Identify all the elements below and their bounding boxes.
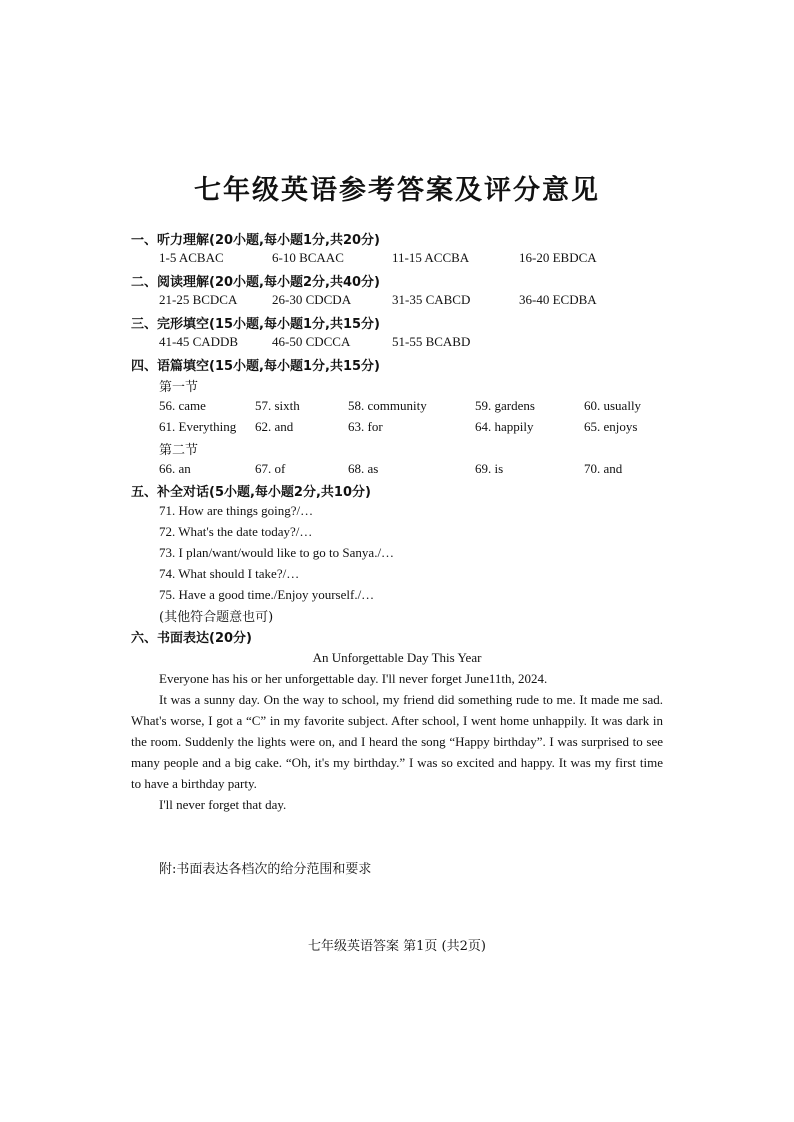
- essay-paragraph: Everyone has his or her unforgettable day. I'll never forget June11th, 2024.: [159, 671, 548, 686]
- answer-group: 21-25 BCDCA: [159, 292, 238, 307]
- section-heading-cloze: 三、完形填空(15小题,每小题1分,共15分): [131, 317, 380, 332]
- answer-row-reading: [0, 292, 794, 310]
- answer-group: 51-55 BCABD: [392, 334, 471, 349]
- answer-row-listening: [0, 250, 794, 268]
- answer-item: 57. sixth: [255, 398, 300, 413]
- answer-group: 31-35 CABCD: [392, 292, 471, 307]
- answer-item: 68. as: [348, 461, 379, 476]
- dialogue-note: (其他符合题意也可): [159, 610, 274, 625]
- answer-item: 56. came: [159, 398, 206, 413]
- section-heading-reading: 二、阅读理解(20小题,每小题2分,共40分): [131, 275, 380, 290]
- appendix-note: 附:书面表达各档次的给分范围和要求: [159, 862, 372, 877]
- essay-paragraph: I'll never forget that day.: [159, 797, 287, 812]
- answer-row-cloze: [0, 334, 794, 352]
- answer-item: 69. is: [475, 461, 504, 476]
- answer-item: 64. happily: [475, 419, 534, 434]
- dialogue-answer: 73. I plan/want/would like to go to Sanya./…: [159, 545, 395, 560]
- dialogue-answer: 72. What's the date today?/…: [159, 524, 313, 539]
- answer-item: 66. an: [159, 461, 191, 476]
- dialogue-answer: 71. How are things going?/…: [159, 503, 314, 518]
- page-title: 七年级英语参考答案及评分意见: [194, 175, 600, 206]
- answer-group: 46-50 CDCCA: [272, 334, 351, 349]
- answer-item: 59. gardens: [475, 398, 535, 413]
- part-label: 第二节: [159, 443, 199, 458]
- answer-group: 26-30 CDCDA: [272, 292, 352, 307]
- dialogue-answer: 74. What should I take?/…: [159, 566, 300, 581]
- answer-item: 67. of: [255, 461, 286, 476]
- answer-item: 61. Everything: [159, 419, 237, 434]
- page-footer: 七年级英语答案 第1页 (共2页): [308, 939, 486, 954]
- part-label: 第一节: [159, 380, 199, 395]
- section-heading-listening: 一、听力理解(20小题,每小题1分,共20分): [131, 233, 380, 248]
- answer-row-passage: [0, 398, 794, 416]
- dialogue-answer: 75. Have a good time./Enjoy yourself./…: [159, 587, 375, 602]
- essay-paragraph: It was a sunny day. On the way to school, my friend did something rude to me. It made me sad. What's worse, I got a “C” in my favorite subject. After school, I went home unhappily. It was dark in the room. Suddenly the lights were on, and I heard the song “Happy birthday”. I was surprised to see many people and a big cake. “Oh, it's my birthday.” I was so excited and happy. It was my first time to have a birthday party.: [131, 692, 663, 791]
- answer-group: 16-20 EBDCA: [519, 250, 597, 265]
- answer-item: 62. and: [255, 419, 294, 434]
- answer-item: 63. for: [348, 419, 383, 434]
- section-heading-dialogue: 五、补全对话(5小题,每小题2分,共10分): [131, 485, 371, 500]
- answer-group: 1-5 ACBAC: [159, 250, 224, 265]
- answer-group: 36-40 ECDBA: [519, 292, 597, 307]
- answer-item: 65. enjoys: [584, 419, 638, 434]
- answer-row-passage: [0, 461, 794, 479]
- answer-item: 60. usually: [584, 398, 642, 413]
- essay-title: An Unforgettable Day This Year: [312, 650, 482, 665]
- answer-group: 6-10 BCAAC: [272, 250, 344, 265]
- answer-item: 70. and: [584, 461, 623, 476]
- section-heading-writing: 六、书面表达(20分): [131, 631, 252, 646]
- section-heading-passage: 四、语篇填空(15小题,每小题1分,共15分): [131, 359, 380, 374]
- answer-row-passage: [0, 419, 794, 437]
- answer-group: 11-15 ACCBA: [392, 250, 470, 265]
- answer-item: 58. community: [348, 398, 427, 413]
- answer-group: 41-45 CADDB: [159, 334, 239, 349]
